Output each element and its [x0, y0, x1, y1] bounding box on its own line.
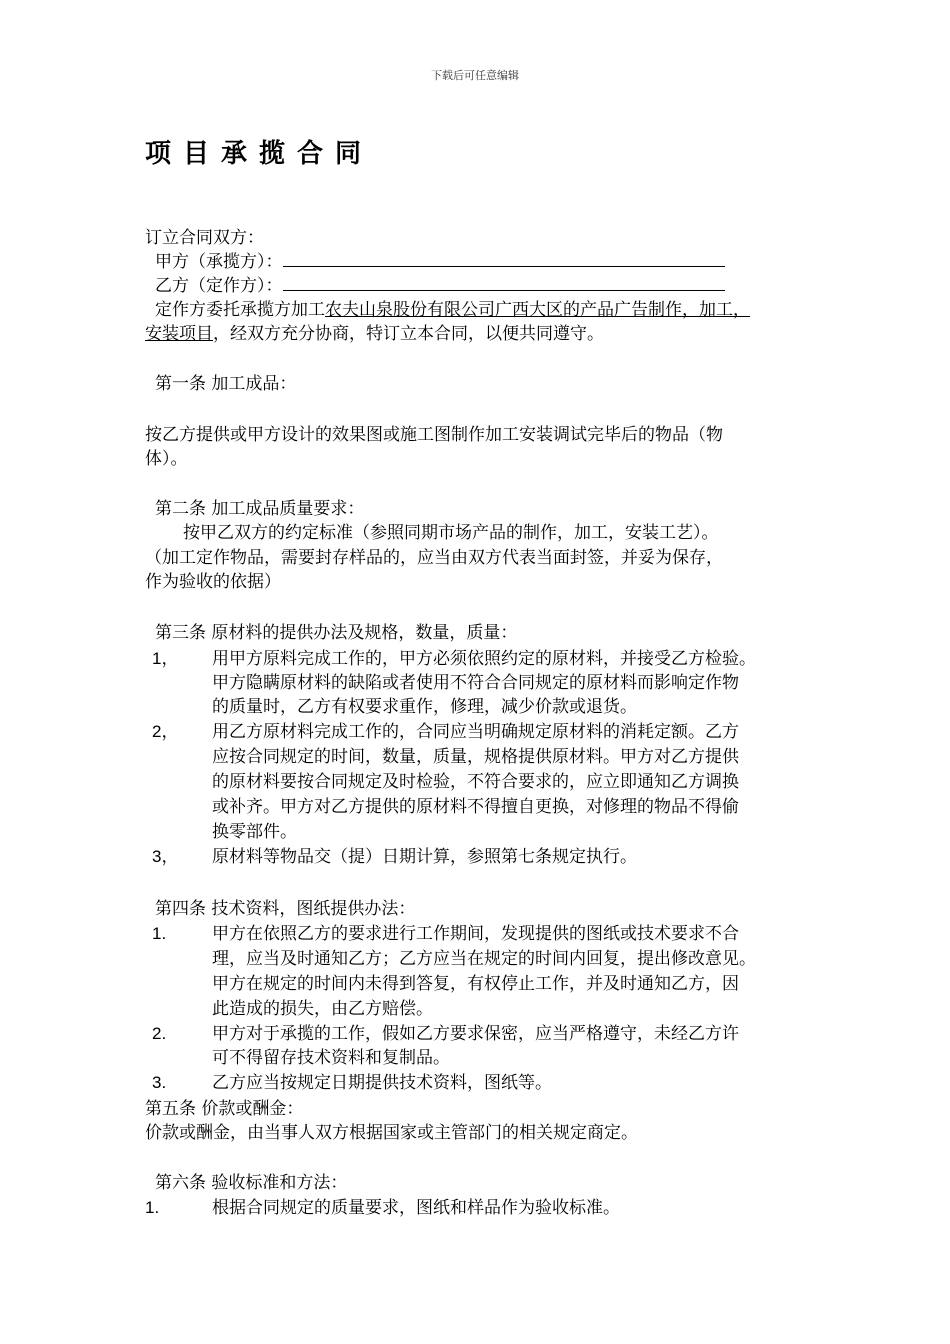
art1-text-1: 按乙方提供或甲方设计的效果图或施工图制作加工安装调试完毕后的物品（物	[145, 425, 723, 445]
purpose-underlined-1: 农夫山泉股份有限公司广西大区的产品广告制作，加工，	[325, 300, 750, 320]
purpose-line-2	[145, 322, 604, 346]
purpose-prefix: 定作方委托承揽方加工	[155, 300, 325, 320]
art4-num-3: 3.	[152, 1073, 167, 1092]
art4-item-3-line-1: 乙方应当按规定日期提供技术资料，图纸等。	[212, 1073, 552, 1093]
art2-heading: 第二条 加工成品质量要求：	[155, 499, 365, 519]
art3-num-1: 1，	[152, 649, 179, 668]
purpose-line-1	[155, 298, 750, 322]
art5-heading: 第五条 价款或酬金：	[145, 1099, 304, 1119]
art4-item-1-line-4: 此造成的损失，由乙方赔偿。	[212, 999, 433, 1019]
art2-text-3: 作为验收的依据）	[145, 572, 281, 592]
art2-text-1: 按甲乙双方的约定标准（参照同期市场产品的制作，加工，安装工艺）。	[183, 523, 719, 543]
party-b-blank	[283, 274, 725, 291]
art4-heading: 第四条 技术资料，图纸提供办法：	[155, 899, 416, 919]
party-a-line	[155, 250, 725, 274]
parties-label: 订立合同双方：	[145, 228, 264, 248]
document-title: 项目承揽合同	[145, 139, 374, 169]
art3-heading: 第三条 原材料的提供办法及规格，数量，质量：	[155, 623, 518, 643]
party-a-label: 甲方（承揽方）：	[155, 252, 283, 272]
art6-item-1-line-1: 根据合同规定的质量要求，图纸和样品作为验收标准。	[212, 1198, 620, 1218]
party-b-line	[155, 274, 725, 298]
art1-heading: 第一条 加工成品：	[155, 374, 297, 394]
purpose-suffix: ，经双方充分协商，特订立本合同，以便共同遵守。	[213, 324, 604, 344]
art3-item-2-line-1: 用乙方原材料完成工作的，合同应当明确规定原材料的消耗定额。乙方	[212, 722, 739, 742]
art4-item-1-line-3: 甲方在规定的时间内未得到答复，有权停止工作，并及时通知乙方，因	[212, 974, 739, 994]
art4-item-1-line-2: 理，应当及时通知乙方；乙方应当在规定的时间内回复，提出修改意见。	[212, 949, 756, 969]
art3-item-1-line-3: 的质量时，乙方有权要求重作，修理，减少价款或退货。	[212, 697, 637, 717]
art3-item-1-line-2: 甲方隐瞒原材料的缺陷或者使用不符合合同规定的原材料而影响定作物	[212, 673, 739, 693]
art4-item-2-line-1: 甲方对于承揽的工作，假如乙方要求保密，应当严格遵守，未经乙方许	[212, 1024, 739, 1044]
art3-num-2: 2，	[152, 722, 179, 741]
purpose-underlined-2: 安装项目	[145, 324, 213, 344]
art3-num-3: 3，	[152, 847, 179, 866]
party-a-blank	[283, 250, 725, 267]
art2-text-2: （加工定作物品，需要封存样品的，应当由双方代表当面封签，并妥为保存，	[145, 548, 723, 568]
art1-text-2: 体）。	[145, 449, 188, 469]
art3-item-3-line-1: 原材料等物品交（提）日期计算，参照第七条规定执行。	[212, 847, 637, 867]
art4-num-1: 1.	[152, 924, 167, 943]
art4-num-2: 2.	[152, 1024, 167, 1043]
art3-item-2-line-3: 的原材料要按合同规定及时检验，不符合要求的，应立即通知乙方调换	[212, 772, 739, 792]
header-note: 下载后可任意编辑	[431, 69, 519, 82]
art5-text-1: 价款或酬金，由当事人双方根据国家或主管部门的相关规定商定。	[145, 1123, 638, 1143]
art3-item-2-line-5: 换零部件。	[212, 822, 297, 842]
art3-item-2-line-4: 或补齐。甲方对乙方提供的原材料不得擅自更换，对修理的物品不得偷	[212, 797, 739, 817]
party-b-label: 乙方（定作方）：	[155, 276, 283, 296]
art4-item-1-line-1: 甲方在依照乙方的要求进行工作期间，发现提供的图纸或技术要求不合	[212, 924, 739, 944]
art6-heading: 第六条 验收标准和方法：	[155, 1173, 348, 1193]
art3-item-1-line-1: 用甲方原料完成工作的，甲方必须依照约定的原材料，并接受乙方检验。	[212, 649, 756, 669]
art6-num-1: 1.	[145, 1198, 160, 1217]
art4-item-2-line-2: 可不得留存技术资料和复制品。	[212, 1048, 450, 1068]
art3-item-2-line-2: 应按合同规定的时间，数量，质量，规格提供原材料。甲方对乙方提供	[212, 747, 739, 767]
